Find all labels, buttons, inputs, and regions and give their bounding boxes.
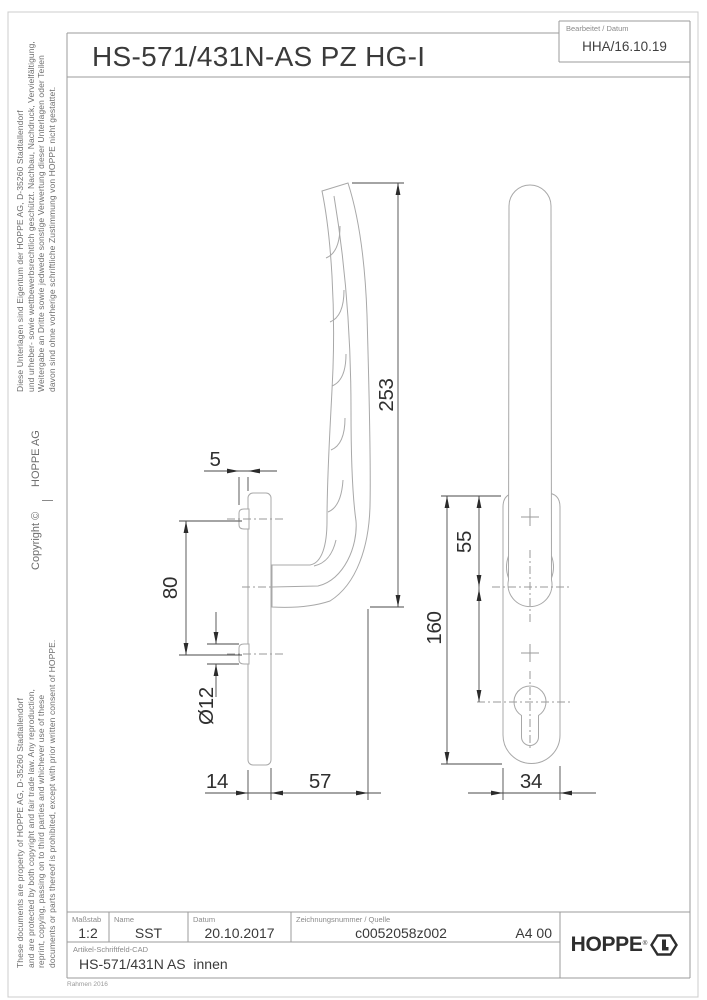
dim-plate-depth: 14: [205, 770, 229, 793]
name-value: SST: [134, 925, 163, 941]
dim-grip-length: 253: [375, 378, 398, 412]
hoppe-hexagon-icon: [649, 932, 679, 958]
legal-german-line: Weitergabe an Dritte sowie jedwede sonstige Verwertung dieser Unterlagen oder Teilen: [36, 55, 47, 392]
drawing-title: HS-571/431N-AS PZ HG-I: [92, 41, 426, 72]
brand-wordmark: HOPPE: [570, 933, 643, 956]
dim-pin-diameter: Ø12: [195, 687, 218, 725]
drawing-number-label: Zeichnungsnummer / Quelle: [296, 915, 391, 924]
dim-pin-spacing: 80: [159, 576, 182, 600]
scale-value: 1:2: [78, 925, 98, 941]
name-label: Name: [114, 915, 135, 924]
legal-note-german: [15, 41, 57, 392]
legal-german-line: und urheber- sowie wettbewerbsrechtlich geschützt. Nachbau, Nachdruck, Vervielfältigung,: [25, 41, 36, 392]
frame-lines: [67, 21, 690, 978]
side-plate: [248, 493, 271, 765]
front-grip: [508, 185, 552, 607]
legal-german-line: davon sind ohne vorherige schriftliche Zustimmung von HOPPE nicht gestattet.: [46, 86, 57, 392]
front-view: [477, 185, 572, 764]
dim-standoff: 5: [209, 448, 221, 471]
frame-version-note: Rahmen 2016: [67, 981, 108, 988]
legal-english-line: documents or parts thereof is prohibited, except with prior written consent of HOPPE.: [46, 639, 57, 968]
brand-logo: [560, 912, 690, 978]
copyright-note: Copyright ©: [30, 511, 42, 570]
legal-english-line: and are protected by both copyright and fair trade law. Any reproduction,: [25, 689, 36, 968]
edited-date-label: Bearbeitet / Datum: [566, 24, 629, 33]
legal-english-line: reprint, copying, passing on to third parties and whichever use of these: [36, 694, 47, 968]
article-value: HS-571/431N AS innen: [79, 956, 228, 972]
date-label: Datum: [193, 915, 216, 924]
article-label: Artikel-Schriftfeld-CAD: [73, 945, 149, 954]
registered-mark: ®: [642, 939, 648, 947]
copyright-divider: [42, 500, 53, 501]
format-value: A4 00: [515, 925, 552, 941]
scale-label: Maßstab: [72, 915, 102, 924]
dim-plate-height: 160: [423, 611, 446, 645]
drawing-number-value: c0052058z002: [355, 925, 447, 941]
side-view: [227, 183, 370, 765]
legal-german-line: Diese Unterlagen sind Eigentum der HOPPE AG, D-35260 Stadtallendorf: [15, 110, 25, 392]
company-note: HOPPE AG: [30, 430, 42, 487]
date-value: 20.10.2017: [204, 925, 275, 941]
dim-grip-depth: 57: [308, 770, 332, 793]
legal-note-english: [15, 583, 57, 968]
edited-date-value: HHA/16.10.19: [582, 39, 667, 54]
dim-plate-width: 34: [519, 770, 543, 793]
legal-english-line: These documents are property of HOPPE AG, D-35260 Stadtallendorf: [15, 697, 25, 968]
side-grip-outline: [272, 183, 370, 607]
dim-top-to-axis: 55: [453, 530, 476, 554]
